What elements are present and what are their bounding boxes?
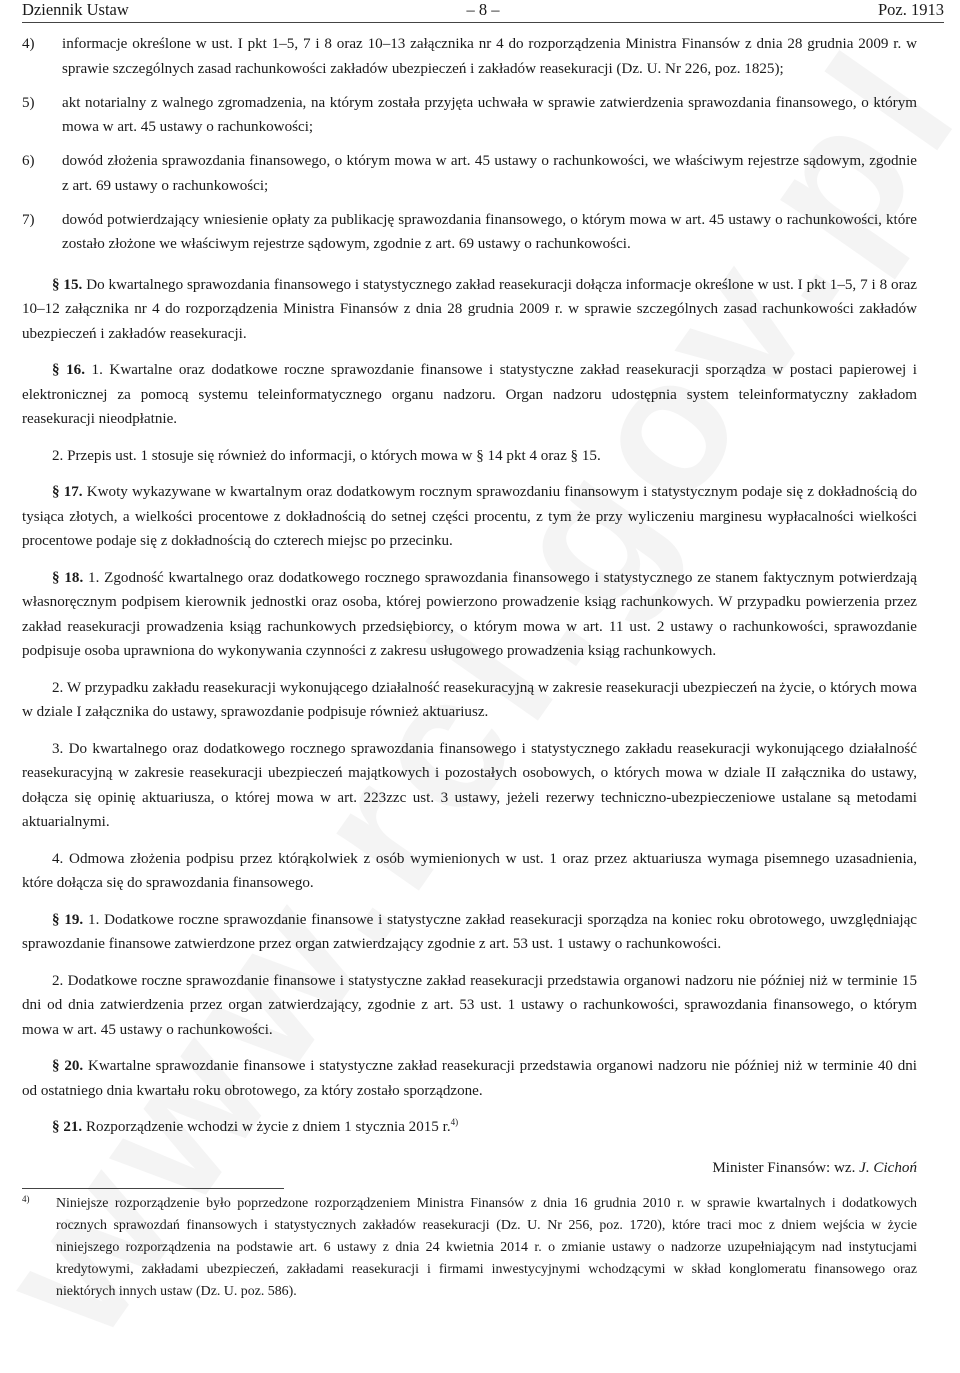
paragraph-text: 2. W przypadku zakładu reasekuracji wykonującego działalność reasekuracyjną w zakresie reasekuracji ubezpieczeń na życie, o których mowa w dziale I załącznika do ustawy, sprawozdanie podpisuje również aktuariusz. <box>22 679 917 720</box>
paragraph-mark: § 20. <box>52 1058 84 1074</box>
list-item-text: akt notarialny z walnego zgromadzenia, na którym została przyjęta uchwała w sprawie zatwierdzenia sprawozdania finansowego, o którym mowa w art. 45 ustawy o rachunkowości; <box>62 94 917 135</box>
footnote-text: Niniejsze rozporządzenie było poprzedzone rozporządzeniem Ministra Finansów z dnia 16 grudnia 2010 r. w sprawie kwartalnych i dodatkowych rocznych sprawozdań finansowych i statystycznych zakładów reasekuracji (Dz. U. Nr 256, poz. 1720), które traci moc z dniem wejścia w życie niniejszego rozporządzenia na podstawie art. 6 ustawy z dnia 24 kwietnia 2014 r. o zmianie ustawy o nadzorze uzupełniającym nad instytucjami kredytowymi, zakładami ubezpieczeń, zakładami reasekuracji i firmami inwestycyjnymi wchodzącymi w skład konglomeratu finansowego oraz niektórych innych ustaw (Dz. U. poz. 586). <box>56 1196 917 1299</box>
paragraph-18 <box>22 566 917 664</box>
paragraph-15 <box>22 273 917 347</box>
list-item <box>22 208 917 257</box>
footnote-divider <box>22 1188 284 1189</box>
list-item-number: 6) <box>22 153 35 169</box>
paragraph-19 <box>22 908 917 957</box>
paragraph-text: Rozporządzenie wchodzi w życie z dniem 1 stycznia 2015 r. <box>85 1119 451 1135</box>
list-item-number: 5) <box>22 94 35 111</box>
list-item <box>22 149 917 198</box>
position-number: Poz. 1913 <box>878 0 944 19</box>
paragraph-text: 1. Dodatkowe roczne sprawozdanie finansowe i statystyczne zakład reasekuracji sporządza na koniec roku obrotowego, uwzględniając sprawozdanie finansowe zatwierdzone przez organ zatwierdzający zgodnie z art. 53 ust. 1 ustawy o rachunkowości. <box>22 911 918 952</box>
paragraph-mark: § 21. <box>52 1119 83 1135</box>
footnote <box>22 1193 917 1303</box>
paragraph-16-2 <box>22 444 917 469</box>
paragraph-text: Kwartalne sprawozdanie finansowe i statystyczne zakład reasekuracji przedstawia organowi nadzoru nie później niż w terminie 40 dni od ostatniego dnia kwartału roku obrotowego, za który zostało sporządzone. <box>22 1058 917 1099</box>
paragraph-18-3 <box>22 737 917 835</box>
page-number: – 8 – <box>466 0 500 19</box>
footnote-reference: 4) <box>450 1116 459 1127</box>
paragraph-text: 2. Dodatkowe roczne sprawozdanie finansowe i statystyczne zakład reasekuracji przedstawia organowi nadzoru nie później niż w terminie 15 dni od dnia zatwierdzenia przez organ zatwierdzający, zgodnie z art. 53 ust. 1 ustawy o rachunkowości, sprawozdania finansowego, o którym mowa w art. 45 ustawy o rachunkowości. <box>22 972 917 1038</box>
paragraph-18-2 <box>22 676 917 725</box>
paragraph-text: 2. Przepis ust. 1 stosuje się również do informacji, o których mowa w § 14 pkt 4 oraz § 15. <box>52 447 601 464</box>
list-item <box>22 32 917 81</box>
journal-name: Dziennik Ustaw <box>22 0 129 19</box>
paragraph-20 <box>22 1054 917 1103</box>
list-item-number: 7) <box>22 211 35 228</box>
list-item-text: informacje określone w ust. I pkt 1–5, 7 i 8 oraz 10–13 załącznika nr 4 do rozporządzenia Ministra Finansów z dnia 28 grudnia 2009 r. w sprawie szczególnych zasad rachunkowości zakładów ubezpieczeń i zakładów reasekuracji (Dz. U. Nr 226, poz. 1825); <box>62 36 917 77</box>
paragraph-mark: § 19. <box>52 911 84 928</box>
paragraph-21 <box>22 1115 917 1140</box>
paragraph-text: 3. Do kwartalnego oraz dodatkowego rocznego sprawozdania finansowego i statystycznego zakładu reasekuracji wykonującego działalność reasekuracyjną w zakresie reasekuracji ubezpieczeń majątkowych i pozostałych osobowych, o których mowa w dziale II załącznika do ustawy, dołącza się opinię aktuariusza, o której mowa w art. 223zzc ust. 3 ustawy, jeżeli rezerwy techniczno-ubezpieczeniowe ustalane są metodami aktuarialnymi. <box>22 740 917 830</box>
paragraph-19-2 <box>22 969 917 1043</box>
signature-role: Minister Finansów: wz. <box>712 1159 860 1176</box>
paragraph-mark: § 18. <box>52 569 84 586</box>
signature <box>22 1156 917 1181</box>
paragraph-mark: § 16. <box>52 362 85 378</box>
document-body <box>22 32 917 1303</box>
list-item-text: dowód złożenia sprawozdania finansowego, o którym mowa w art. 45 ustawy o rachunkowości, we właściwym rejestrze sądowym, zgodnie z art. 69 ustawy o rachunkowości; <box>62 153 917 194</box>
footnote-mark: 4) <box>22 1194 30 1204</box>
list-item <box>22 91 917 140</box>
list-item-number: 4) <box>22 36 35 52</box>
paragraph-16 <box>22 358 917 432</box>
paragraph-text: 4. Odmowa złożenia podpisu przez którąkolwiek z osób wymienionych w ust. 1 oraz przez aktuariusza wymaga pisemnego uzasadnienia, które dołącza się do sprawozdania finansowego. <box>22 850 917 891</box>
signature-name: J. Cichoń <box>859 1159 917 1176</box>
paragraph-mark: § 17. <box>52 484 83 500</box>
list-item-text: dowód potwierdzający wniesienie opłaty za publikację sprawozdania finansowego, o którym mowa w art. 45 ustawy o rachunkowości, które zostało złożone we właściwym rejestrze sądowym, zgodnie z art. 69 ustawy o rachunkowości. <box>62 211 917 252</box>
paragraph-text: 1. Kwartalne oraz dodatkowe roczne sprawozdanie finansowe i statystyczne zakład reasekuracji sporządza w postaci papierowej i elektronicznej za pomocą systemu teleinformatycznego organu nadzoru. Organ nadzoru udostępnia system teleinformatyczny zakładom reasekuracji nieodpłatnie. <box>22 362 918 427</box>
paragraph-text: Kwoty wykazywane w kwartalnym oraz dodatkowym rocznym sprawozdaniu finansowym i statystycznym podaje się z dokładnością do tysiąca złotych, a wielkości procentowe z dokładnością do setnej części procentu, z tym że przy wyliczeniu marginesu wypłacalności wielkości procentowe podaje się z dokładnością do czterech miejsc po przecinku. <box>22 484 918 549</box>
paragraph-mark: § 15. <box>52 276 83 293</box>
paragraph-text: Do kwartalnego sprawozdania finansowego i statystycznego zakład reasekuracji dołącza informacje określone w ust. I pkt 1–5, 7 i 8 oraz 10–12 załącznika nr 4 do rozporządzenia Ministra Finansów z dnia 28 grudnia 2009 r. w sprawie szczególnych zasad rachunkowości zakładów ubezpieczeń i zakładów reasekuracji. <box>22 276 917 342</box>
paragraph-18-4 <box>22 847 917 896</box>
paragraph-17 <box>22 480 917 554</box>
paragraph-text: 1. Zgodność kwartalnego oraz dodatkowego rocznego sprawozdania finansowego i statystycznego ze stanem faktycznym potwierdzają własnoręcznym podpisem kierownik jednostki oraz osoba, której powierzono prowadzenie ksiąg rachunkowych. W przypadku powierzenia przez zakład reasekuracji prowadzenia ksiąg rachunkowych przedsiębiorcy, o którym mowa w art. 11 ust. 2 ustawy o rachunkowości, sprawozdanie podpisuje osoba uprawniona do wykonywania czynności z zakresu usługowego prowadzenia ksiąg rachunkowych. <box>22 569 918 659</box>
page-header <box>22 0 944 23</box>
